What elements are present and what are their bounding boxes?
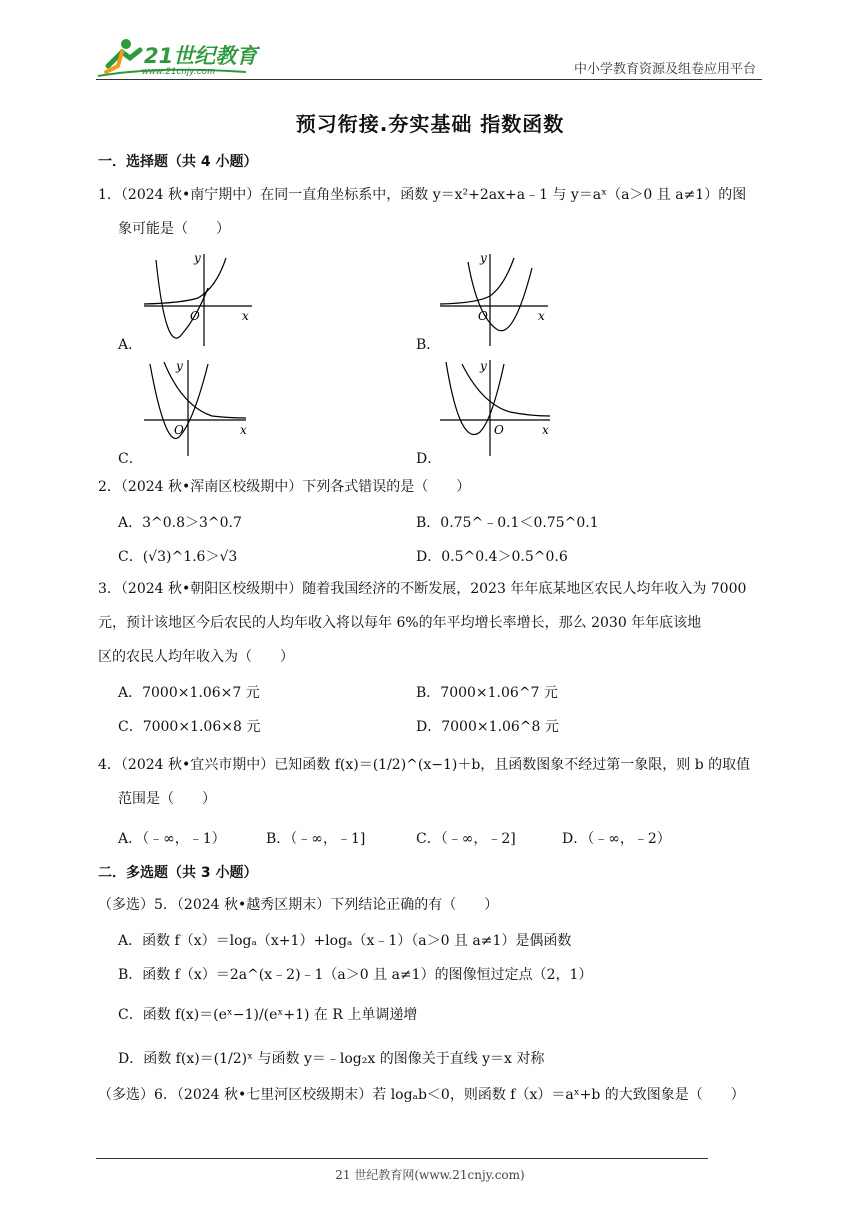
question-4-option-b: B．（﹣∞，﹣1] [266,831,366,847]
question-4-option-d: D．（﹣∞，﹣2） [562,831,671,847]
page-title: 预习衔接.夯实基础 指数函数 [295,112,565,136]
question-2-option-b: B．0.75^﹣0.1＜0.75^0.1 [416,515,599,531]
section-heading-multi-choice: 二．多选题（共 3 小题） [98,865,258,881]
header-divider [96,79,762,80]
question-4-option-a: A．（﹣∞，﹣1） [118,831,226,847]
svg-text:O: O [190,309,200,323]
question-3-line-1: 3．（2024 秋•朝阳区校级期中）随着我国经济的不断发展，2023 年年底某地区农民人均年收入为 7000 [98,581,747,597]
graph-label-b: B． [416,337,441,353]
question-3-option-c: C．7000×1.06×8 元 [118,719,261,735]
svg-text:y: y [176,359,183,373]
question-3-option-b: B．7000×1.06^7 元 [416,685,558,701]
question-2-option-d: D．0.5^0.4＞0.5^0.6 [416,549,568,565]
header-platform-text: 中小学教育资源及组卷应用平台 [573,62,756,77]
question-3-option-d: D．7000×1.06^8 元 [416,719,559,735]
svg-text:x: x [542,423,549,437]
svg-text:x: x [538,309,545,323]
svg-text:y: y [480,359,487,373]
graph-label-c: C． [118,451,143,467]
svg-text:x: x [242,309,249,323]
footer-text: 21 世纪教育网(www.21cnjy.com) [335,1168,525,1182]
section-heading-single-choice: 一．选择题（共 4 小题） [98,154,258,170]
site-logo [96,36,266,80]
question-1-line-2: 象可能是（ ） [118,221,230,237]
svg-text:O: O [478,309,488,323]
footer-divider [96,1158,708,1159]
question-1-stem [98,178,766,246]
question-4-option-c: C．（﹣∞，﹣2] [416,831,516,847]
svg-text:x: x [240,423,247,437]
question-3-line-2: 元，预计该地区今后农民的人均年收入将以每年 6%的年平均增长率增长，那么 2030 年年底该地 [98,615,702,631]
question-3-stem [98,572,766,674]
question-3-option-a: A．7000×1.06×7 元 [118,685,260,701]
graph-option-c [142,356,282,456]
question-2-option-c: C．(√3)^1.6＞√3 [118,549,238,565]
question-5-option-c: C．函数 f(x)＝(eˣ−1)/(eˣ+1) 在 R 上单调递增 [118,1007,418,1023]
graph-option-d [438,356,578,456]
question-2-stem: 2．（2024 秋•浑南区校级期中）下列各式错误的是（ ） [98,479,471,495]
question-5-option-a: A．函数 f（x）＝logₐ（x+1）+logₐ（x﹣1）（a＞0 且 a≠1）是偶函数 [118,933,572,949]
question-4-line-2: 范围是（ ） [118,791,216,807]
svg-text:O: O [494,423,504,437]
question-4-stem [98,748,766,816]
logo-url: www.21cnjy.com [142,66,216,76]
logo-text: 21世纪教育 [144,44,258,68]
svg-text:y: y [480,251,487,265]
question-3-line-3: 区的农民人均年收入为（ ） [98,649,294,665]
question-6-stem: （多选）6．（2024 秋•七里河区校级期末）若 logₐb＜0，则函数 f（x）＝aˣ+b 的大致图象是（ ） [98,1087,745,1103]
graph-option-b [438,248,578,348]
question-4-line-1: 4．（2024 秋•宜兴市期中）已知函数 f(x)＝(1/2)^(x−1)＋b，且函数图象不经过第一象限，则 b 的取值 [98,757,751,773]
question-2-option-a: A．3^0.8＞3^0.7 [118,515,242,531]
graph-label-d: D． [416,451,442,467]
question-1-line-1: 1．（2024 秋•南宁期中）在同一直角坐标系中，函数 y＝x²+2ax+a﹣1 与 y＝aˣ（a＞0 且 a≠1）的图 [98,187,747,203]
question-5-option-b: B．函数 f（x）＝2a^(x﹣2)﹣1（a＞0 且 a≠1）的图像恒过定点（2，1） [118,967,593,983]
graph-label-a: A． [118,337,143,353]
question-5-option-d: D．函数 f(x)＝(1/2)ˣ 与函数 y＝﹣log₂x 的图像关于直线 y＝x 对称 [118,1051,545,1067]
svg-text:O: O [174,423,184,437]
question-5-stem: （多选）5．（2024 秋•越秀区期末）下列结论正确的有（ ） [98,897,499,913]
svg-text:y: y [194,251,201,265]
graph-option-a [142,248,282,348]
